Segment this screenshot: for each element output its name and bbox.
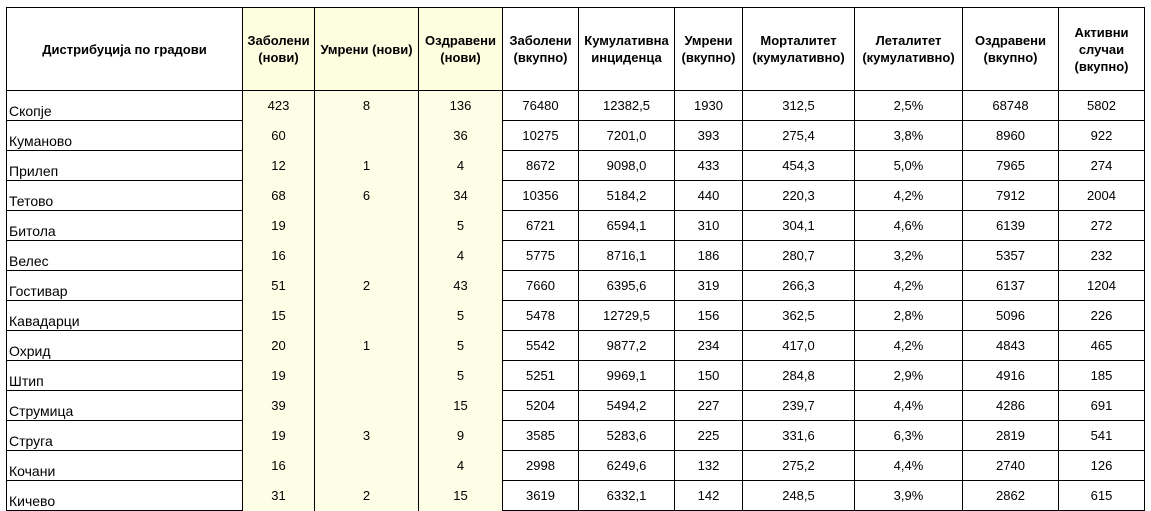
lethality-cell: 3,9%	[855, 481, 963, 511]
total-deaths-cell: 1930	[675, 91, 743, 121]
total-recovered-cell: 6139	[963, 211, 1059, 241]
new-cases-cell: 423	[243, 91, 315, 121]
total-recovered-cell: 8960	[963, 121, 1059, 151]
new-cases-cell: 51	[243, 271, 315, 301]
total-recovered-cell: 68748	[963, 91, 1059, 121]
total-cases-cell: 6721	[503, 211, 579, 241]
new-cases-cell: 16	[243, 241, 315, 271]
total-cases-cell: 8672	[503, 151, 579, 181]
table-row	[7, 451, 1145, 481]
new-deaths-cell: 2	[315, 271, 419, 301]
total-cases-cell: 3619	[503, 481, 579, 511]
lethality-cell: 4,4%	[855, 451, 963, 481]
mortality-cell: 304,1	[743, 211, 855, 241]
new-deaths-cell: 6	[315, 181, 419, 211]
table-row	[7, 301, 1145, 331]
total-cases-cell: 5775	[503, 241, 579, 271]
table-body	[7, 91, 1145, 511]
new-cases-cell: 20	[243, 331, 315, 361]
header-lethality: Леталитет (кумулативно)	[855, 8, 963, 91]
new-deaths-cell: 2	[315, 481, 419, 511]
city-cell: Велес	[7, 241, 243, 271]
total-recovered-cell: 2862	[963, 481, 1059, 511]
total-recovered-cell: 7965	[963, 151, 1059, 181]
city-cell: Прилеп	[7, 151, 243, 181]
table-row	[7, 391, 1145, 421]
total-cases-cell: 10356	[503, 181, 579, 211]
new-cases-cell: 15	[243, 301, 315, 331]
cumulative-incidence-cell: 9969,1	[579, 361, 675, 391]
total-deaths-cell: 156	[675, 301, 743, 331]
table-row	[7, 211, 1145, 241]
new-deaths-cell: 1	[315, 151, 419, 181]
cumulative-incidence-cell: 6395,6	[579, 271, 675, 301]
total-deaths-cell: 132	[675, 451, 743, 481]
city-cell: Охрид	[7, 331, 243, 361]
new-recovered-cell: 9	[419, 421, 503, 451]
lethality-cell: 6,3%	[855, 421, 963, 451]
mortality-cell: 248,5	[743, 481, 855, 511]
table-row	[7, 151, 1145, 181]
total-cases-cell: 10275	[503, 121, 579, 151]
mortality-cell: 312,5	[743, 91, 855, 121]
new-deaths-cell	[315, 301, 419, 331]
cumulative-incidence-cell: 5283,6	[579, 421, 675, 451]
active-cases-cell: 5802	[1059, 91, 1145, 121]
city-cell: Кичево	[7, 481, 243, 511]
cumulative-incidence-cell: 9098,0	[579, 151, 675, 181]
header-new-cases: Заболени (нови)	[243, 8, 315, 91]
total-deaths-cell: 433	[675, 151, 743, 181]
header-total-cases: Заболени (вкупно)	[503, 8, 579, 91]
lethality-cell: 3,2%	[855, 241, 963, 271]
city-cell: Скопје	[7, 91, 243, 121]
new-cases-cell: 19	[243, 361, 315, 391]
new-cases-cell: 39	[243, 391, 315, 421]
total-recovered-cell: 4843	[963, 331, 1059, 361]
active-cases-cell: 465	[1059, 331, 1145, 361]
total-recovered-cell: 2819	[963, 421, 1059, 451]
total-cases-cell: 2998	[503, 451, 579, 481]
city-cell: Тетово	[7, 181, 243, 211]
cumulative-incidence-cell: 5184,2	[579, 181, 675, 211]
total-deaths-cell: 393	[675, 121, 743, 151]
mortality-cell: 239,7	[743, 391, 855, 421]
cumulative-incidence-cell: 7201,0	[579, 121, 675, 151]
city-cell: Струга	[7, 421, 243, 451]
total-deaths-cell: 227	[675, 391, 743, 421]
lethality-cell: 4,2%	[855, 331, 963, 361]
new-recovered-cell: 5	[419, 211, 503, 241]
total-deaths-cell: 440	[675, 181, 743, 211]
mortality-cell: 266,3	[743, 271, 855, 301]
active-cases-cell: 541	[1059, 421, 1145, 451]
lethality-cell: 4,2%	[855, 181, 963, 211]
new-recovered-cell: 4	[419, 151, 503, 181]
cumulative-incidence-cell: 9877,2	[579, 331, 675, 361]
new-recovered-cell: 36	[419, 121, 503, 151]
total-cases-cell: 5251	[503, 361, 579, 391]
new-recovered-cell: 15	[419, 481, 503, 511]
city-cell: Кочани	[7, 451, 243, 481]
cumulative-incidence-cell: 6249,6	[579, 451, 675, 481]
cumulative-incidence-cell: 12382,5	[579, 91, 675, 121]
total-cases-cell: 76480	[503, 91, 579, 121]
active-cases-cell: 126	[1059, 451, 1145, 481]
active-cases-cell: 691	[1059, 391, 1145, 421]
new-deaths-cell	[315, 391, 419, 421]
total-deaths-cell: 150	[675, 361, 743, 391]
header-total-recovered: Оздравени (вкупно)	[963, 8, 1059, 91]
mortality-cell: 280,7	[743, 241, 855, 271]
lethality-cell: 4,4%	[855, 391, 963, 421]
total-recovered-cell: 4916	[963, 361, 1059, 391]
new-cases-cell: 12	[243, 151, 315, 181]
new-deaths-cell	[315, 121, 419, 151]
table-row	[7, 121, 1145, 151]
total-deaths-cell: 234	[675, 331, 743, 361]
new-recovered-cell: 136	[419, 91, 503, 121]
city-cell: Битола	[7, 211, 243, 241]
total-cases-cell: 7660	[503, 271, 579, 301]
total-deaths-cell: 186	[675, 241, 743, 271]
lethality-cell: 2,5%	[855, 91, 963, 121]
mortality-cell: 220,3	[743, 181, 855, 211]
city-distribution-table	[6, 7, 1145, 511]
new-recovered-cell: 5	[419, 301, 503, 331]
lethality-cell: 2,9%	[855, 361, 963, 391]
active-cases-cell: 1204	[1059, 271, 1145, 301]
table-row	[7, 361, 1145, 391]
new-deaths-cell	[315, 451, 419, 481]
lethality-cell: 4,6%	[855, 211, 963, 241]
total-deaths-cell: 310	[675, 211, 743, 241]
total-deaths-cell: 225	[675, 421, 743, 451]
new-deaths-cell	[315, 211, 419, 241]
lethality-cell: 2,8%	[855, 301, 963, 331]
new-deaths-cell: 3	[315, 421, 419, 451]
total-cases-cell: 5478	[503, 301, 579, 331]
mortality-cell: 275,2	[743, 451, 855, 481]
lethality-cell: 5,0%	[855, 151, 963, 181]
cumulative-incidence-cell: 12729,5	[579, 301, 675, 331]
table-row	[7, 271, 1145, 301]
mortality-cell: 362,5	[743, 301, 855, 331]
new-cases-cell: 68	[243, 181, 315, 211]
mortality-cell: 275,4	[743, 121, 855, 151]
cumulative-incidence-cell: 6332,1	[579, 481, 675, 511]
new-recovered-cell: 5	[419, 361, 503, 391]
new-deaths-cell: 8	[315, 91, 419, 121]
mortality-cell: 454,3	[743, 151, 855, 181]
new-cases-cell: 19	[243, 421, 315, 451]
new-recovered-cell: 4	[419, 241, 503, 271]
table-row	[7, 91, 1145, 121]
active-cases-cell: 226	[1059, 301, 1145, 331]
new-recovered-cell: 15	[419, 391, 503, 421]
total-recovered-cell: 2740	[963, 451, 1059, 481]
new-cases-cell: 16	[243, 451, 315, 481]
total-recovered-cell: 5357	[963, 241, 1059, 271]
total-recovered-cell: 6137	[963, 271, 1059, 301]
total-cases-cell: 5542	[503, 331, 579, 361]
table-row	[7, 241, 1145, 271]
header-row	[7, 8, 1145, 91]
city-cell: Штип	[7, 361, 243, 391]
city-cell: Струмица	[7, 391, 243, 421]
total-deaths-cell: 142	[675, 481, 743, 511]
mortality-cell: 331,6	[743, 421, 855, 451]
active-cases-cell: 274	[1059, 151, 1145, 181]
total-cases-cell: 3585	[503, 421, 579, 451]
new-recovered-cell: 34	[419, 181, 503, 211]
header-mortality: Морталитет (кумулативно)	[743, 8, 855, 91]
total-deaths-cell: 319	[675, 271, 743, 301]
total-recovered-cell: 4286	[963, 391, 1059, 421]
new-cases-cell: 19	[243, 211, 315, 241]
new-deaths-cell	[315, 361, 419, 391]
active-cases-cell: 2004	[1059, 181, 1145, 211]
new-recovered-cell: 43	[419, 271, 503, 301]
header-new-recovered: Оздравени (нови)	[419, 8, 503, 91]
new-cases-cell: 31	[243, 481, 315, 511]
header-city: Дистрибуција по градови	[7, 8, 243, 91]
new-cases-cell: 60	[243, 121, 315, 151]
mortality-cell: 417,0	[743, 331, 855, 361]
total-recovered-cell: 5096	[963, 301, 1059, 331]
new-deaths-cell: 1	[315, 331, 419, 361]
city-cell: Гостивар	[7, 271, 243, 301]
lethality-cell: 3,8%	[855, 121, 963, 151]
new-deaths-cell	[315, 241, 419, 271]
new-recovered-cell: 5	[419, 331, 503, 361]
active-cases-cell: 615	[1059, 481, 1145, 511]
city-cell: Куманово	[7, 121, 243, 151]
mortality-cell: 284,8	[743, 361, 855, 391]
header-active-cases: Активни случаи (вкупно)	[1059, 8, 1145, 91]
total-cases-cell: 5204	[503, 391, 579, 421]
active-cases-cell: 272	[1059, 211, 1145, 241]
cumulative-incidence-cell: 8716,1	[579, 241, 675, 271]
active-cases-cell: 232	[1059, 241, 1145, 271]
active-cases-cell: 185	[1059, 361, 1145, 391]
header-new-deaths: Умрени (нови)	[315, 8, 419, 91]
lethality-cell: 4,2%	[855, 271, 963, 301]
cumulative-incidence-cell: 5494,2	[579, 391, 675, 421]
table-row	[7, 331, 1145, 361]
header-cumulative-incidence: Кумулативна инциденца	[579, 8, 675, 91]
table-row	[7, 421, 1145, 451]
header-total-deaths: Умрени (вкупно)	[675, 8, 743, 91]
table-row	[7, 181, 1145, 211]
active-cases-cell: 922	[1059, 121, 1145, 151]
total-recovered-cell: 7912	[963, 181, 1059, 211]
cumulative-incidence-cell: 6594,1	[579, 211, 675, 241]
new-recovered-cell: 4	[419, 451, 503, 481]
city-cell: Кавадарци	[7, 301, 243, 331]
